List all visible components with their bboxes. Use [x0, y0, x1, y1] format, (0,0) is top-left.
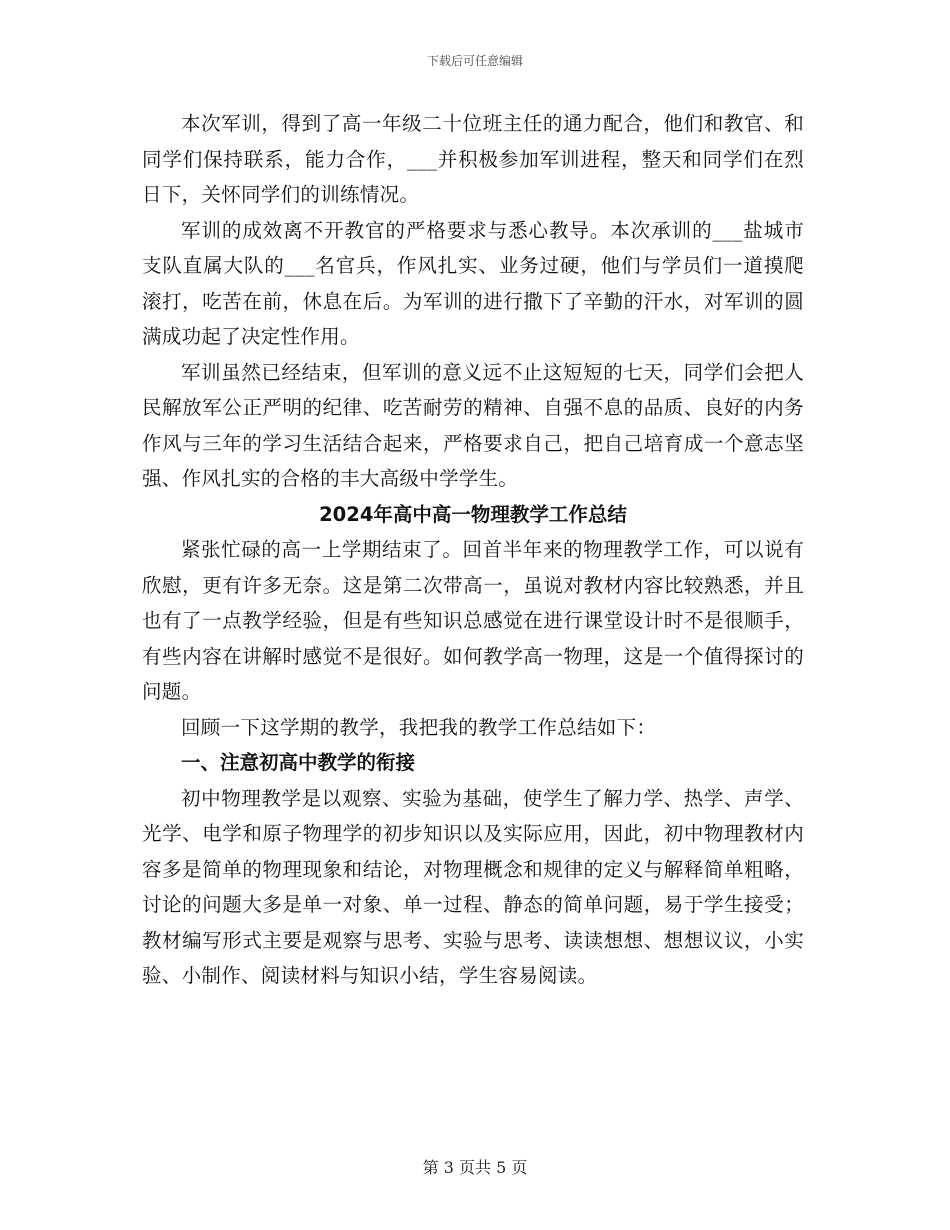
paragraph-summary-lead: 回顾一下这学期的教学，我把我的教学工作总结如下：: [181, 715, 657, 739]
paragraph-summary-intro: 紧张忙碌的高一上学期结束了。回首半年来的物理教学工作，可以说有欣慰，更有许多无奈。这是第二次带高一，虽说对教材内容比较熟悉，并且也有了一点教学经验，但是有些知识总感觉在进行课堂设计时不是很顺手，有些内容在讲解时感觉不是很好。如何教学高一物理，这是一个值得探讨的问题。: [142, 538, 804, 703]
document-title: 2024年高中高一物理教学工作总结: [319, 502, 627, 526]
paragraph-military-training-1: 本次军训，得到了高一年级二十位班主任的通力配合，他们和教官、和同学们保持联系，能力合作，___并积极参加军训进程，整天和同学们在烈日下，关怀同学们的训练情况。: [142, 112, 804, 206]
paragraph-military-training-2: 军训的成效离不开教官的严格要求与悉心教导。本次承训的___盐城市支队直属大队的___名官兵，作风扎实、业务过硬，他们与学员们一道摸爬滚打，吃苦在前，休息在后。为军训的进行撒下了辛勤的汗水，对军训的圆满成功起了决定性作用。: [142, 218, 804, 348]
page-footer: 第 3 页共 5 页: [422, 1158, 528, 1177]
page-header: 下载后可任意编辑: [426, 54, 523, 68]
document-body: [142, 106, 804, 994]
paragraph-military-training-3: 军训虽然已经结束，但军训的意义远不止这短短的七天，同学们会把人民解放军公正严明的纪律、吃苦耐劳的精神、自强不息的品质、良好的内务作风与三年的学习生活结合起来，严格要求自己，把自己培育成一个意志坚强、作风扎实的合格的丰大高级中学学生。: [142, 360, 804, 490]
paragraph-junior-physics: 初中物理教学是以观察、实验为基础，使学生了解力学、热学、声学、光学、电学和原子物理学的初步知识以及实际应用，因此，初中物理教材内容多是简单的物理现象和结论，对物理概念和规律的定义与解释简单粗略，讨论的问题大多是单一对象、单一过程、静态的简单问题，易于学生接受；教材编写形式主要是观察与思考、实验与思考、读读想想、想想议议，小实验、小制作、阅读材料与知识小结，学生容易阅读。: [142, 786, 804, 987]
section-heading: 一、注意初高中教学的衔接: [181, 751, 416, 774]
